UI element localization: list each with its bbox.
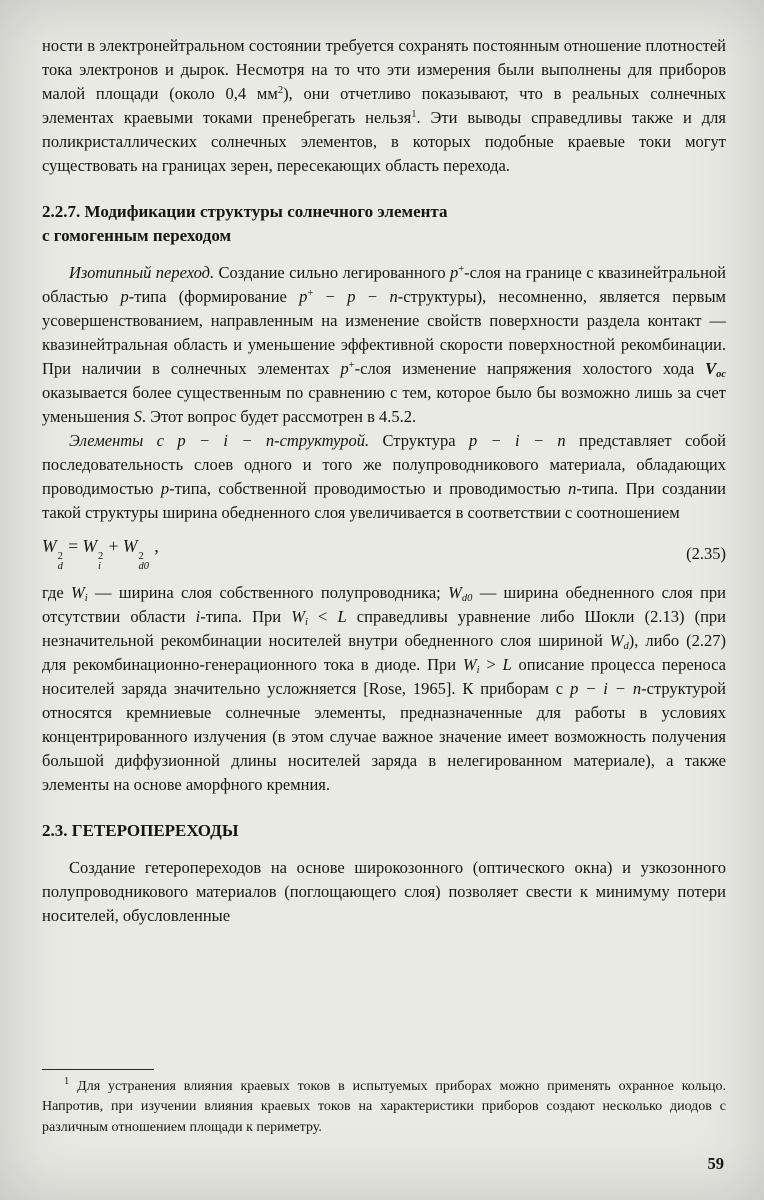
text-segment: W (82, 536, 98, 556)
text-segment: 2.2.7. Модификации структуры солнечного элемента (42, 202, 448, 221)
text-segment: i (305, 617, 308, 628)
text-segment: − (313, 287, 348, 306)
text-segment: < (307, 607, 338, 626)
text-segment: n (389, 287, 398, 306)
text-segment: L (337, 607, 347, 626)
page-number: 59 (707, 1154, 724, 1173)
text-segment: -типа. При (200, 607, 292, 626)
text-segment: ), они отчетливо показывают, что в реальных солнечных элементах краевыми токами пренебрегать нельзя (42, 84, 726, 127)
text-segment: с гомогенным переходом (42, 226, 232, 245)
text-segment: + (458, 264, 465, 275)
text-segment: , (149, 536, 159, 556)
text-segment: Создание гетеропереходов на основе широкозонного (оптического окна) и узкозонного полупроводникового материалов (поглощающего слоя) позволяет свести к минимуму потери носителей, обусловленные (42, 858, 726, 925)
text-segment: + (348, 360, 355, 371)
text-segment: -слоя на границе с квазинейтральной областью (42, 263, 726, 306)
paragraph (42, 581, 726, 797)
text-segment: -слоя изменение напряжения холостого хода (354, 359, 706, 378)
paragraph (42, 34, 726, 178)
text-segment: p (340, 359, 349, 378)
text-segment: d0 (461, 593, 473, 604)
paragraph (42, 429, 726, 525)
text-segment: i (84, 593, 88, 604)
footnote-area (42, 1069, 726, 1139)
text-segment: + (104, 536, 123, 556)
text-segment: p (347, 287, 356, 306)
stacked-sub-sup: 2 d (57, 551, 63, 572)
stacked-sub-sup: 2 i (98, 551, 104, 572)
text-segment: W (609, 631, 624, 650)
text-segment: — ширина слоя собственного полупроводника; (87, 583, 449, 602)
text-segment: Изотипный переход. (69, 263, 215, 282)
section-heading (42, 819, 726, 843)
text-segment: p (160, 479, 170, 498)
text-segment: Для устранения влияния краевых токов в испытуемых приборах можно применять охранное кольцо. Напротив, при изучении влияния краевых токов на характеристики приборов создают несколько диодов с различным отношением площади к периметру. (42, 1078, 726, 1135)
text-segment: i (195, 607, 201, 626)
text-segment: 2.3. ГЕТЕРОПЕРЕХОДЫ (42, 821, 239, 840)
text-segment: p (299, 287, 308, 306)
text-segment: -структурой относятся кремниевые солнечные элементы, предназначенные для работы в условиях концентрированного излучения (в этом случае важное значение имеет возможность получения большой диффузионной длины носителей заряда в нелегированном материале), а также элементы на основе аморфного кремния. (42, 679, 727, 794)
text-segment: описание процесса переноса носителей заряда значительно усложняется [Rose, 1965]. К приборам с (42, 655, 726, 698)
text-segment: W (462, 655, 477, 674)
text-segment: p − i − n (570, 679, 642, 698)
text-segment: oc (716, 369, 727, 380)
text-segment: -типа. При создании такой структуры ширина обедненного слоя увеличивается в соответствии с соотношением (42, 479, 726, 522)
text-segment: Элементы с p − i − n-структурой. (69, 431, 370, 450)
text-segment: — ширина обедненного слоя при отсутствии области (42, 583, 726, 626)
text-segment: -типа, собственной проводимостью и проводимостью (169, 479, 569, 498)
text-segment: − (355, 287, 390, 306)
text-segment: W (448, 583, 462, 602)
text-segment: p (120, 287, 129, 306)
text-segment: -типа (формирование (128, 287, 300, 306)
text-segment: справедливы уравнение либо Шокли (2.13) (при незначительной рекомбинации носителей внутри обедненного слоя шириной (42, 607, 726, 650)
text-segment: . Этот вопрос будет рассмотрен в 4.5.2. (141, 407, 417, 426)
text-segment: 1 (411, 109, 417, 120)
paragraph (42, 856, 726, 928)
text-segment: V (705, 359, 717, 378)
text-segment: S (133, 407, 142, 426)
stacked-sub-sup: 2 d0 (138, 551, 149, 572)
text-segment: 2 (277, 85, 284, 96)
text-segment: p − i − n (468, 431, 566, 450)
text-segment: n (568, 479, 577, 498)
text-segment: d (623, 641, 629, 652)
text-segment: = (63, 536, 83, 556)
equation (42, 536, 726, 572)
footnote-divider (42, 1069, 154, 1070)
section-heading (42, 200, 726, 248)
text-segment: где (42, 583, 72, 602)
text-segment: p (449, 263, 459, 282)
text-segment: оказывается более существенным по сравнению с тем, которое было бы возможно лишь за счет уменьшения (42, 383, 726, 426)
paragraph (42, 261, 726, 429)
text-segment: представляет собой последовательность слоев одного и того же полупроводникового материала, обладающих проводимостью (42, 431, 726, 498)
text-segment: Структура (369, 431, 469, 450)
text-segment: ности в электронейтральном состоянии требуется сохранять постоянным отношение плотностей тока электронов и дырок. Несмотря на то что эти измерения были выполнены для приборов малой площади (около 0,4 мм (42, 36, 726, 103)
text-segment: Создание сильно легированного (214, 263, 450, 282)
equation-body (42, 536, 159, 572)
text-segment: . Эти выводы справедливы также и для поликристаллических солнечных элементов, в которых подобные краевые токи могут существовать на границах зерен, пересекающих область перехода. (42, 108, 726, 175)
text-segment: W (42, 536, 57, 556)
text-segment: i (476, 665, 480, 676)
text-segment: W (71, 583, 85, 602)
text-segment: > (479, 655, 503, 674)
text-segment: 1 (64, 1075, 70, 1087)
text-segment: + (307, 288, 314, 299)
footnote-text (42, 1077, 726, 1139)
text-segment: L (502, 655, 512, 674)
text-segment: -структуры), несомненно, является первым усовершенствованием, направленным на изменение свойств поверхности раздела контакт — квазинейтральная область и уменьшение эффективной скорости поверхностной рекомбинации. При наличии в солнечных элементах (42, 287, 726, 378)
text-segment: W (291, 607, 306, 626)
page-content (42, 34, 726, 928)
text-segment: ), либо (2.27) для рекомбинационно-генерационного тока в диоде. При (42, 631, 726, 674)
equation-number: (2.35) (686, 544, 726, 563)
text-segment: W (122, 536, 138, 556)
